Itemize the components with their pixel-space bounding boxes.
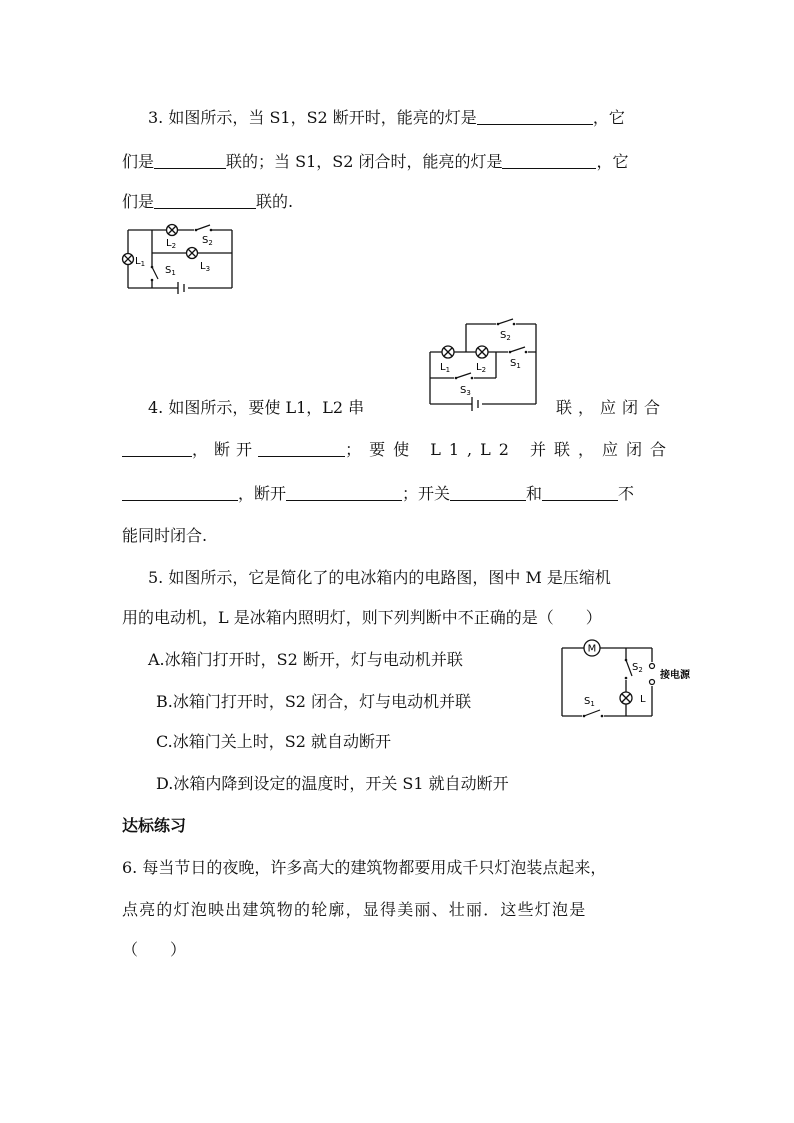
q3-text: 联的. xyxy=(256,192,294,211)
q4-circuit-diagram xyxy=(424,318,542,410)
q4-text: 不 xyxy=(618,484,635,503)
q4-text: 能同时闭合. xyxy=(122,526,208,545)
label-s2: $S_2$ xyxy=(202,235,213,247)
q3-text: 联的；当 S1，S2 闭合时，能亮的灯是 xyxy=(226,152,503,171)
q3-line-2 xyxy=(122,152,629,172)
label-s1: $S_1$ xyxy=(584,696,595,708)
q5-option-c-text: C.冰箱门关上时，S2 就自动断开 xyxy=(156,732,391,751)
q5-text: 5. 如图所示，它是简化了的电冰箱内的电路图，图中 M 是压缩机 xyxy=(148,568,611,587)
label-s1: $S_1$ xyxy=(165,265,176,277)
switch-icon xyxy=(194,225,212,234)
switch-icon xyxy=(508,347,528,356)
q5-line-2 xyxy=(122,608,602,628)
q5-option-d-text: D.冰箱内降到设定的温度时，开关 S1 就自动断开 xyxy=(156,774,509,793)
terminal-icon xyxy=(650,664,655,669)
switch-icon xyxy=(622,659,632,680)
q5-option-d[interactable] xyxy=(156,774,509,794)
q3-text: 们是 xyxy=(122,152,155,171)
section-title xyxy=(122,816,186,836)
q6-answer-blank[interactable]: （ ） xyxy=(122,940,187,959)
q4-blank-6[interactable] xyxy=(542,484,618,501)
q4-line-4 xyxy=(122,526,207,546)
q3-text: 们是 xyxy=(122,192,155,211)
q4-line-1 xyxy=(148,398,364,418)
q3-blank-3[interactable] xyxy=(502,152,596,169)
bulb-icon xyxy=(187,248,198,259)
q4-text: ；开关 xyxy=(402,484,451,503)
q6-line-3 xyxy=(122,940,186,960)
q4-text: 联，应闭合 xyxy=(556,398,667,417)
q3-text: ，它 xyxy=(596,152,629,171)
label-power: 接电源 xyxy=(660,670,690,681)
q4-blank-1[interactable] xyxy=(122,440,192,457)
q4-blank-3[interactable] xyxy=(122,484,238,501)
label-l: L xyxy=(640,694,646,705)
q4-text: 和 xyxy=(526,484,543,503)
label-s1: $S_1$ xyxy=(510,358,521,370)
motor-icon xyxy=(584,640,600,656)
q4-line-2 xyxy=(122,440,674,460)
q5-option-a[interactable] xyxy=(148,650,463,670)
bulb-icon xyxy=(476,346,488,358)
switch-icon xyxy=(582,710,604,719)
q4-text: ；要使 L1,L2 并联，应闭合 xyxy=(345,440,674,459)
terminal-icon xyxy=(650,680,655,685)
q3-blank-1[interactable] xyxy=(477,108,593,125)
switch-icon xyxy=(454,373,474,382)
q3-line-1 xyxy=(148,108,625,128)
q5-option-a-text: A.冰箱门打开时，S2 断开，灯与电动机并联 xyxy=(148,650,463,669)
q3-text: 3. 如图所示，当 S1，S2 断开时，能亮的灯是 xyxy=(148,108,477,127)
q5-text: 用的电动机，L 是冰箱内照明灯，则下列判断中不正确的是（ ） xyxy=(122,608,602,627)
label-l2: $L_2$ xyxy=(166,238,177,250)
bulb-icon xyxy=(167,225,178,236)
q4-text: ，断开 xyxy=(192,440,259,459)
q3-blank-4[interactable] xyxy=(154,192,256,209)
q5-option-c[interactable] xyxy=(156,732,391,752)
q5-fridge-circuit-diagram xyxy=(556,638,708,722)
q5-option-b[interactable] xyxy=(156,692,471,712)
switch-icon xyxy=(148,266,158,282)
label-s2: $S_2$ xyxy=(500,330,511,342)
q6-text: 点亮的灯泡映出建筑物的轮廓，显得美丽、壮丽．这些灯泡是 xyxy=(122,900,587,919)
q4-text: ，断开 xyxy=(238,484,287,503)
q3-text: ，它 xyxy=(592,108,625,127)
bulb-icon xyxy=(620,692,632,704)
q4-line-3 xyxy=(122,484,634,504)
bulb-icon xyxy=(123,254,134,265)
q3-blank-2[interactable] xyxy=(154,152,226,169)
q4-blank-2[interactable] xyxy=(258,440,345,457)
q5-line-1 xyxy=(148,568,611,588)
q6-line-1 xyxy=(122,858,606,878)
bulb-icon xyxy=(442,346,454,358)
label-m: M xyxy=(587,643,597,655)
q6-line-2 xyxy=(122,900,586,920)
section-title-text: 达标练习 xyxy=(122,816,187,835)
q4-text: 4. 如图所示，要使 L1，L2 串 xyxy=(148,398,365,417)
q3-line-3 xyxy=(122,192,293,212)
switch-icon xyxy=(496,319,516,328)
label-l2: $L_2$ xyxy=(476,362,487,374)
q5-option-b-text: B.冰箱门打开时，S2 闭合，灯与电动机并联 xyxy=(156,692,472,711)
label-l3: $L_3$ xyxy=(200,261,211,273)
label-s2: $S_2$ xyxy=(632,662,643,674)
label-l1: $L_1$ xyxy=(135,256,146,268)
label-l1: $L_1$ xyxy=(440,362,451,374)
q4-blank-5[interactable] xyxy=(450,484,526,501)
label-s3: $S_3$ xyxy=(460,385,471,397)
q4-line-1b xyxy=(556,398,666,418)
q4-blank-4[interactable] xyxy=(286,484,402,501)
q6-text: 6. 每当节日的夜晚，许多高大的建筑物都要用成千只灯泡装点起来， xyxy=(122,858,607,877)
q3-circuit-diagram xyxy=(122,224,238,294)
